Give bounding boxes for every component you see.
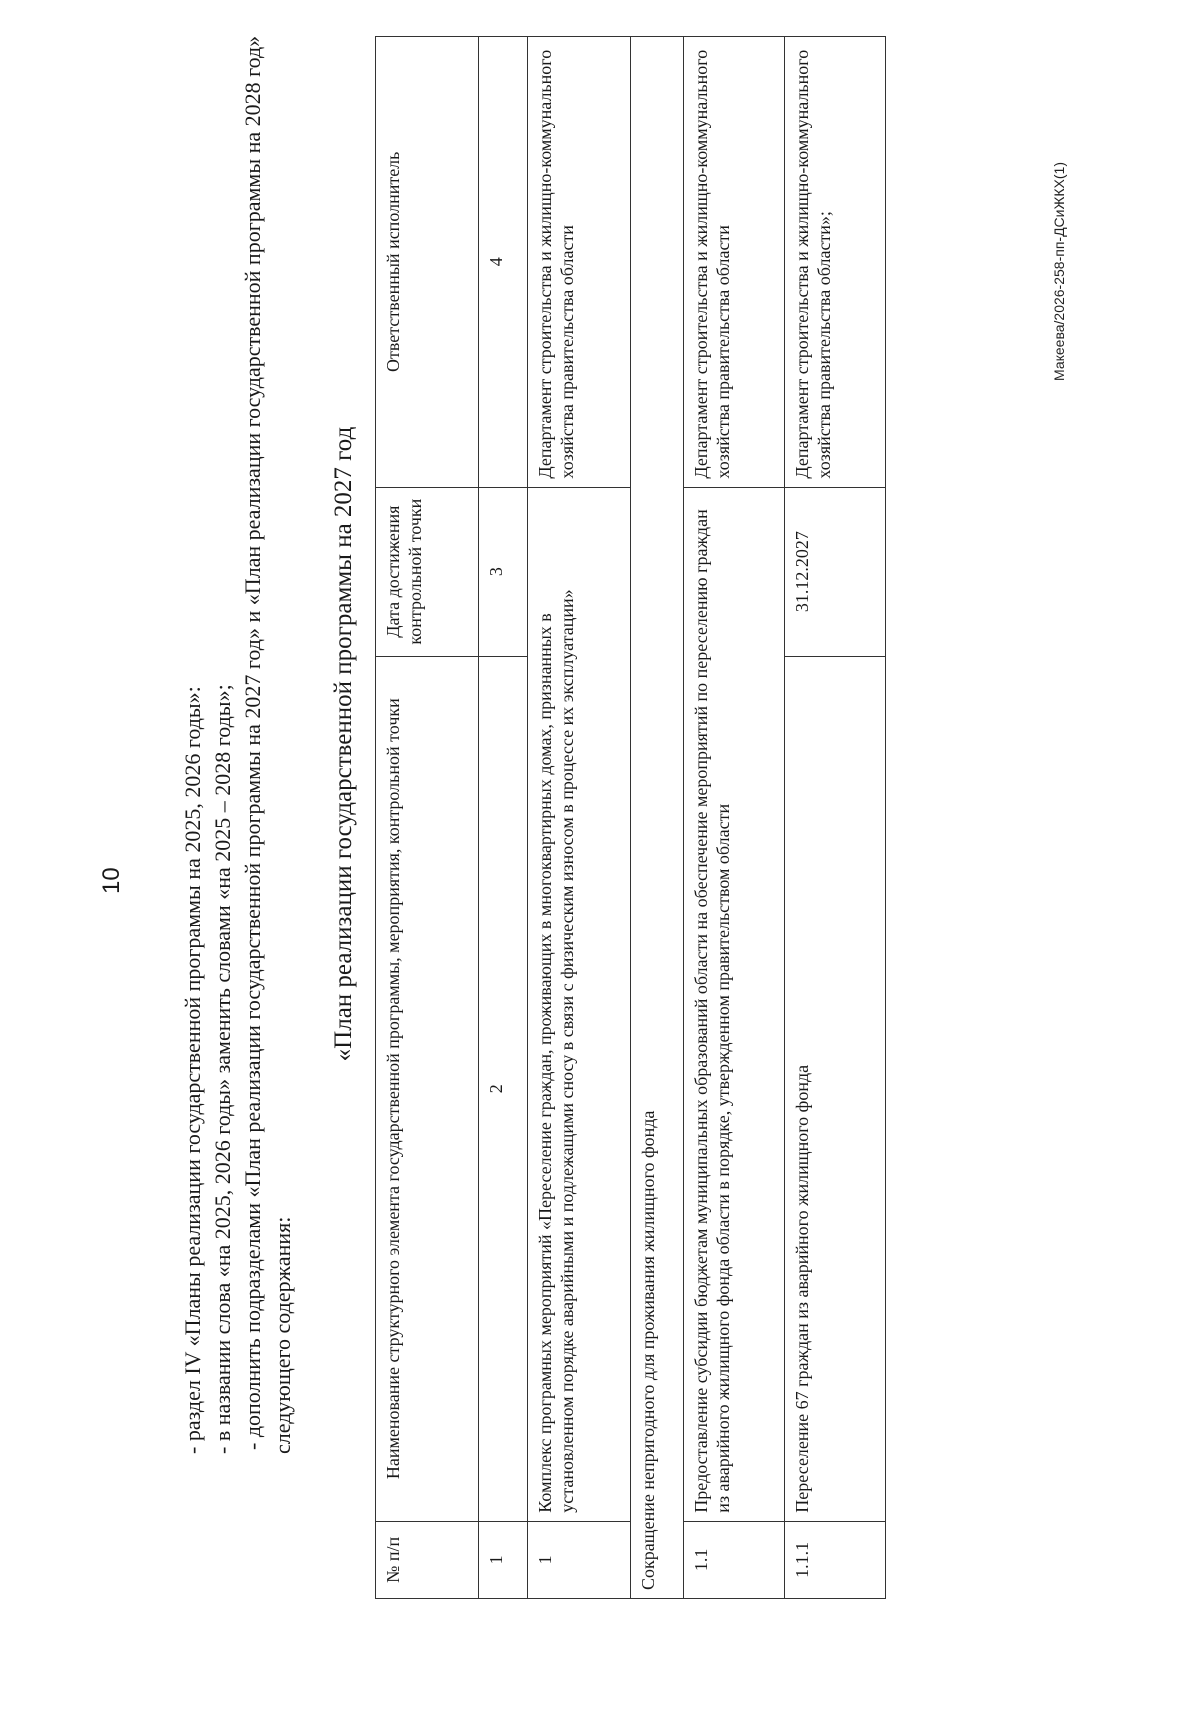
table-row <box>528 37 631 1599</box>
table-row <box>785 37 886 1599</box>
header-executor: Ответственный исполнитель <box>376 37 479 488</box>
row-executor: Департамент строительства и жилищно-коммунального хозяйства правительства области <box>528 37 631 488</box>
intro-text <box>178 34 298 1454</box>
row-number: 1 <box>528 1521 631 1598</box>
row-number: 1.1.1 <box>785 1521 886 1598</box>
row-executor: Департамент строительства и жилищно-коммунального хозяйства правительства области <box>684 37 785 488</box>
intro-line-1: - раздел IV «Планы реализации государственной программы на 2025, 2026 годы»: <box>180 686 205 1454</box>
row-name: Предоставление субсидии бюджетам муниципальных образований области на обеспечение мероприятий по переселению граждан из аварийного жилищного фонда области в порядке, утвержденном правительством области <box>684 487 785 1521</box>
column-number: 4 <box>479 37 528 488</box>
header-date: Дата достижения контрольной точки <box>376 487 479 656</box>
row-date: 31.12.2027 <box>785 487 886 656</box>
page-number: 10 <box>98 867 125 894</box>
row-task: Сокращение непригодного для проживания жилищного фонда <box>631 37 684 1599</box>
plan-title: «План реализации государственной программы на 2027 год <box>330 426 357 1062</box>
intro-line-3: - дополнить подразделами «План реализации государственной программы на 2027 год» и «План реализации государственной программы на 2028 год» следующего содержания: <box>240 35 295 1454</box>
column-number: 1 <box>479 1521 528 1598</box>
column-number: 3 <box>479 487 528 656</box>
row-name: Переселение 67 граждан из аварийного жилищного фонда <box>785 656 886 1521</box>
document-footer-code: Макеева/2026-258-пп-ДСиЖКХ(1) <box>1051 161 1067 381</box>
plan-table <box>375 36 886 1599</box>
header-num: № п/п <box>376 1521 479 1598</box>
header-name: Наименование структурного элемента государственной программы, мероприятия, контрольной точки <box>376 656 479 1521</box>
row-executor: Департамент строительства и жилищно-коммунального хозяйства правительства области»; <box>785 37 886 488</box>
table-row <box>684 37 785 1599</box>
intro-line-2: - в названии слова «на 2025, 2026 годы» заменить словами «на 2025 – 2028 годы»; <box>210 684 235 1454</box>
column-number: 2 <box>479 656 528 1521</box>
table-header-row <box>376 37 479 1599</box>
table-row-task <box>631 37 684 1599</box>
row-number: 1.1 <box>684 1521 785 1598</box>
table-column-numbers-row <box>479 37 528 1599</box>
row-name: Комплекс програмных мероприятий «Переселение граждан, проживающих в многоквартирных домах, признанных в установленном порядке аварийными и подлежащими сносу в связи с физическим износом в процессе их эксплуатации» <box>528 487 631 1521</box>
